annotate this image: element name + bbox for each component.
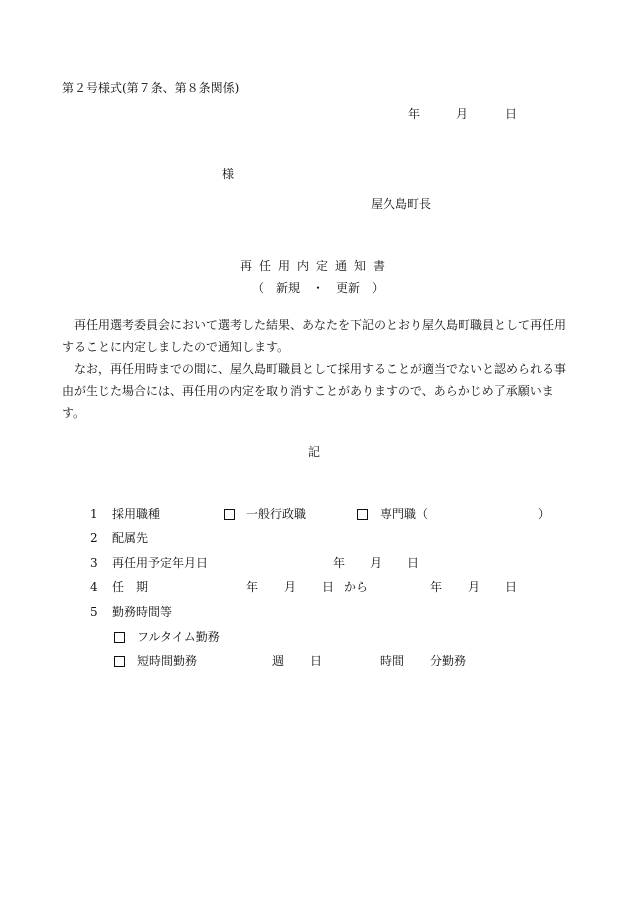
parttime-minute: 分勤務 <box>430 654 467 668</box>
term-start-day: 日 <box>322 580 335 594</box>
checkbox-fulltime[interactable] <box>114 632 125 643</box>
term-end-year: 年 <box>430 580 443 594</box>
parttime-hour: 時間 <box>380 654 405 668</box>
term-start-year: 年 <box>246 580 259 594</box>
date-year: 年 <box>408 107 421 121</box>
item-number: 3 <box>90 556 98 570</box>
item-number: 2 <box>90 531 98 545</box>
body-paragraph-1: 再任用選考委員会において選考した結果、あなたを下記のとおり屋久島町職員として再任用することに内定しましたので通知します。 <box>62 318 567 354</box>
item3-month: 月 <box>370 556 383 570</box>
item-number: 5 <box>90 605 98 619</box>
title-options: （ 新規 ・ 更新 ） <box>252 281 385 295</box>
option-fulltime: フルタイム勤務 <box>137 630 220 644</box>
option-specialist-close: ） <box>538 507 551 521</box>
form-number: 第２号様式(第７条、第８条関係) <box>62 81 240 95</box>
item-number: 1 <box>90 507 98 521</box>
term-end-day: 日 <box>505 580 518 594</box>
item3-day: 日 <box>407 556 420 570</box>
term-start-month: 月 <box>284 580 297 594</box>
body-paragraph-2: なお，再任用時までの間に、屋久島町職員として採用することが適当でないと認められる事由が生じた場合には、再任用の内定を取り消すことがありますので、あらかじめ了承願います。 <box>62 362 567 420</box>
parttime-week: 週 <box>272 654 285 668</box>
term-end-month: 月 <box>468 580 481 594</box>
item-number: 4 <box>90 580 98 594</box>
item3-year: 年 <box>333 556 346 570</box>
date-month: 月 <box>456 107 469 121</box>
item-label: 採用職種 <box>112 507 161 521</box>
ki-marker: 記 <box>308 445 321 459</box>
item-label: 配属先 <box>112 531 149 545</box>
option-parttime: 短時間勤務 <box>137 654 198 668</box>
item-label: 任 期 <box>112 580 149 594</box>
option-specialist: 専門職（ <box>380 507 429 521</box>
parttime-day: 日 <box>310 654 323 668</box>
term-from: から <box>344 580 369 594</box>
document-title: 再任用内定通知書 <box>240 259 393 273</box>
checkbox-general[interactable] <box>224 509 235 520</box>
checkbox-parttime[interactable] <box>114 656 125 667</box>
sender-name: 屋久島町長 <box>371 197 432 211</box>
checkbox-specialist[interactable] <box>357 509 368 520</box>
option-general-admin: 一般行政職 <box>246 507 307 521</box>
body-text <box>62 314 572 424</box>
item-label: 再任用予定年月日 <box>112 556 209 570</box>
date-day: 日 <box>505 107 518 121</box>
item-label: 勤務時間等 <box>112 605 173 619</box>
recipient-honorific: 様 <box>222 167 235 181</box>
